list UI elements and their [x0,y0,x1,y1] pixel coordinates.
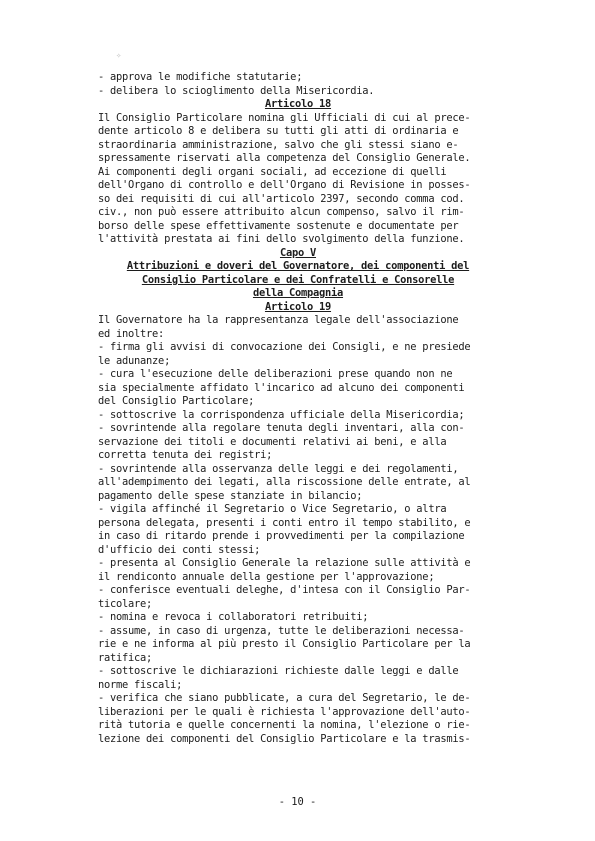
text-line: so dei requisiti di cui all'articolo 2397, secondo comma cod. [98,192,465,205]
text-line: dell'Organo di controllo e dell'Organo di Revisione in posses- [98,179,471,191]
document-body [98,71,498,746]
text-line: liberazioni per le quali è richiesta l'approvazione dell'auto- [98,705,471,718]
text-line: rie e ne informa al più presto il Consiglio Particolare per la [98,638,471,650]
text-line: - nomina e revoca i collaboratori retribuiti; [98,611,369,623]
text-line: - sottoscrive la corrispondenza ufficiale della Misericordia; [98,408,465,421]
text-line: rità tutoria e quelle concernenti la nomina, l'elezione o rie- [98,719,471,731]
text-line: sia specialmente affidato l'incarico ad alcuno dei componenti [98,381,465,394]
section-heading: Capo V [279,246,317,259]
text-line: norme fiscali; [98,678,183,691]
text-line: - cura l'esecuzione delle deliberazioni prese quando non ne [98,368,453,380]
text-line: civ., non può essere attribuito alcun compenso, salvo il rim- [98,206,465,218]
text-line: borso delle spese effettivamente sostenute e documentate per [98,219,459,232]
text-line: - sottoscrive le dichiarazioni richieste dalle leggi e dalle [98,665,459,677]
section-heading: della Compagnia [252,287,344,299]
page-number: - 10 - [278,796,317,808]
section-heading: Articolo 19 [264,300,332,313]
text-line: - sovrintende alla osservanza delle leggi e dei regolamenti, [98,462,459,475]
section-heading: Attribuzioni e doveri del Governatore, dei componenti del [126,260,470,272]
text-line: - conferisce eventuali deleghe, d'intesa con il Consiglio Par- [98,584,471,596]
text-line: in caso di ritardo prende i provvedimenti per la compilazione [98,530,465,542]
text-line: corretta tenuta dei registri; [98,449,273,461]
text-line: - sovrintende alla regolare tenuta degli inventari, alla con- [98,422,465,434]
text-line: - firma gli avvisi di convocazione dei Consigli, e ne presiede [98,341,471,353]
text-line: il rendiconto annuale della gestione per l'approvazione; [98,570,435,583]
text-line: - presenta al Consiglio Generale la relazione sulle attività e [98,557,471,569]
text-line: dente articolo 8 e delibera su tutti gli atti di ordinaria e [98,125,459,137]
text-line: d'ufficio dei conti stessi; [98,543,261,556]
text-line: ratifica; [98,651,153,664]
text-line: - vigila affinché il Segretario o Vice Segretario, o altra [98,503,447,515]
scan-mark: ✧ [116,51,122,61]
text-line: straordinaria amministrazione, salvo che gli stessi siano e- [98,138,459,151]
text-line: - assume, in caso di urgenza, tutte le deliberazioni necessa- [98,624,465,637]
text-line: Ai componenti degli organi sociali, ad eccezione di quelli [98,165,447,178]
text-line: servazione dei titoli e documenti relativi ai beni, e alla [98,435,447,448]
text-line: - delibera lo scioglimento della Misericordia. [98,84,375,97]
text-line: spressamente riservati alla competenza del Consiglio Generale. [98,152,471,164]
text-line: ticolare; [98,597,153,610]
text-line: l'attività prestata ai fini dello svolgimento della funzione. [98,233,465,245]
text-line: - approva le modifiche statutarie; [98,71,303,83]
text-line: Il Governatore ha la rappresentanza legale dell'associazione [98,314,459,326]
text-line: Il Consiglio Particolare nomina gli Ufficiali di cui al prece- [98,111,471,124]
text-line: del Consiglio Particolare; [98,395,255,407]
text-line: all'adempimento dei legati, alla riscossione delle entrate, al [98,476,471,488]
text-line: ed inoltre: [98,327,165,340]
section-heading: Articolo 18 [264,98,332,110]
text-line: persona delegata, presenti i conti entro il tempo stabilito, e [98,516,471,529]
text-line: - verifica che siano pubblicate, a cura del Segretario, le de- [98,692,471,704]
text-line: lezione dei componenti del Consiglio Particolare e la trasmis- [98,732,471,745]
text-line: le adunanze; [98,354,171,367]
section-heading: Consiglio Particolare e dei Confratelli e Consorelle [141,273,455,286]
text-line: pagamento delle spese stanziate in bilancio; [98,489,363,502]
